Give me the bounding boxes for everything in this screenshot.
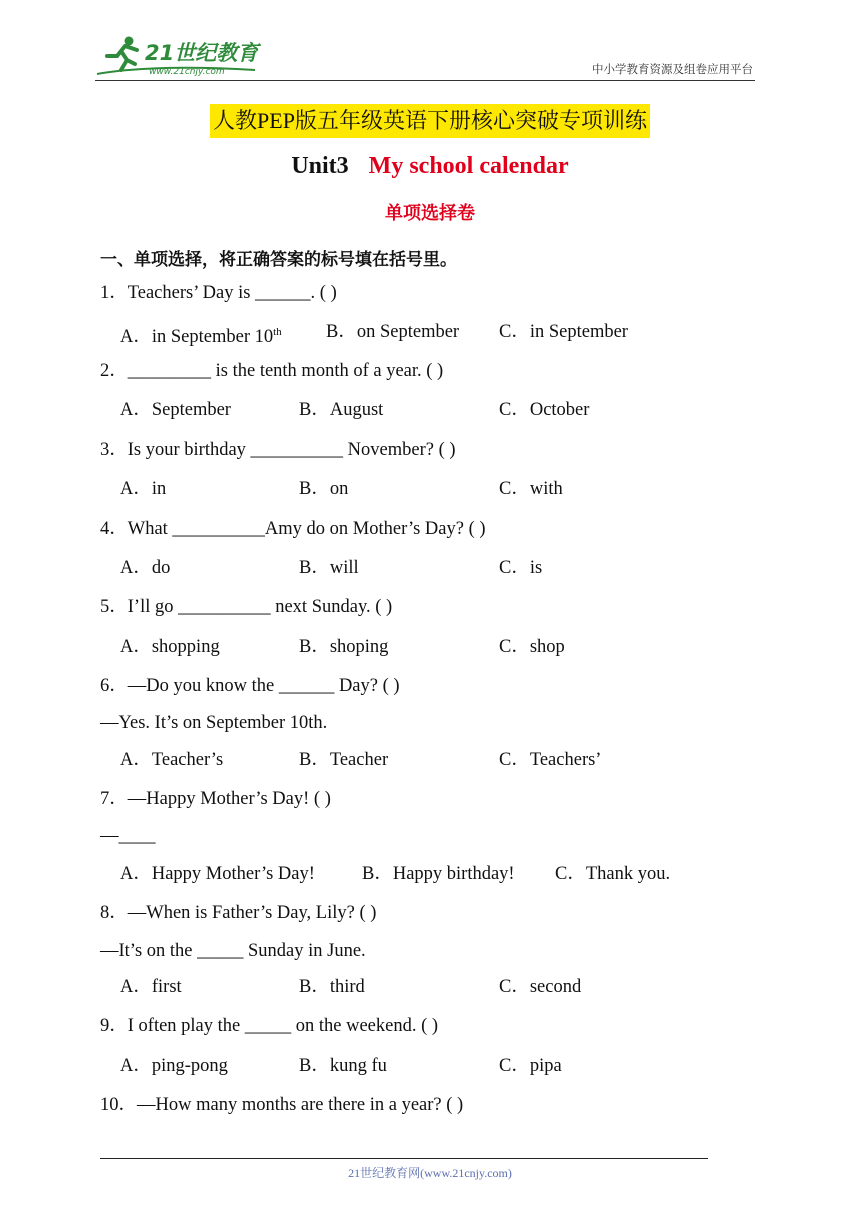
unit-name: My school calendar (368, 153, 569, 179)
question-10: 10．—How many months are there in a year? ( ) (100, 1095, 464, 1115)
option-c[interactable]: C．is (499, 558, 543, 578)
question-6: 6．—Do you know the ______ Day? ( ) (100, 676, 400, 696)
page-title: 人教PEP版五年级英语下册核心突破专项训练 (210, 104, 650, 138)
page-header (95, 34, 755, 81)
unit-heading (0, 151, 860, 181)
option-b[interactable]: B．on September (326, 322, 460, 342)
question-7-reply: —____ (100, 826, 156, 846)
svg-text:21世纪教育: 21世纪教育 (145, 41, 259, 65)
title-wrap (0, 104, 860, 138)
option-a[interactable]: A．September (120, 400, 231, 420)
option-c[interactable]: C．Teachers’ (499, 750, 602, 770)
question-3: 3．Is your birthday __________ November? ( ) (100, 440, 456, 460)
svg-text:www.21cnjy.com: www.21cnjy.com (149, 67, 225, 77)
question-6-reply: —Yes. It’s on September 10th. (100, 713, 328, 733)
option-b[interactable]: B．will (299, 558, 359, 578)
exam-subtitle: 单项选择卷 (385, 203, 475, 224)
option-b[interactable]: B．third (299, 977, 365, 997)
option-a[interactable]: A．in (120, 479, 167, 499)
option-c[interactable]: C．with (499, 479, 563, 499)
section-heading: 一、单项选择，将正确答案的标号填在括号里。 (100, 250, 457, 270)
question-8-reply: —It’s on the _____ Sunday in June. (100, 941, 366, 961)
option-a[interactable]: A．first (120, 977, 182, 997)
option-a[interactable]: A．shopping (120, 637, 220, 657)
site-logo (95, 34, 275, 78)
option-b[interactable]: B．kung fu (299, 1056, 387, 1076)
page-footer: 21世纪教育网(www.21cnjy.com) (348, 1166, 512, 1180)
option-a[interactable] (120, 320, 282, 349)
option-a[interactable]: A．do (120, 558, 171, 578)
option-c[interactable]: C．in September (499, 322, 628, 342)
option-b[interactable]: B．Teacher (299, 750, 389, 770)
question-4: 4．What __________Amy do on Mother’s Day? ( ) (100, 519, 486, 539)
option-a[interactable]: A．Teacher’s (120, 750, 224, 770)
option-a[interactable]: A．Happy Mother’s Day! (120, 864, 315, 884)
option-a-text: A．in September 10th (120, 326, 282, 348)
option-a[interactable]: A．ping-pong (120, 1056, 228, 1076)
question-9: 9．I often play the _____ on the weekend. ( ) (100, 1016, 439, 1036)
question-2: 2．_________ is the tenth month of a year. ( ) (100, 361, 444, 381)
unit-number: Unit3 (291, 153, 349, 179)
question-5: 5．I’ll go __________ next Sunday. ( ) (100, 597, 393, 617)
footer-divider (100, 1158, 708, 1159)
question-7: 7．—Happy Mother’s Day! ( ) (100, 789, 331, 809)
option-c[interactable]: C．Thank you. (555, 864, 671, 884)
option-c[interactable]: C．second (499, 977, 582, 997)
option-b[interactable]: B．August (299, 400, 384, 420)
question-1: 1．Teachers’ Day is ______. ( ) (100, 283, 337, 303)
option-b[interactable]: B．Happy birthday! (362, 864, 515, 884)
option-b[interactable]: B．shoping (299, 637, 389, 657)
question-8: 8．—When is Father’s Day, Lily? ( ) (100, 903, 377, 923)
option-c[interactable]: C．pipa (499, 1056, 562, 1076)
platform-name: 中小学教育资源及组卷应用平台 (592, 62, 753, 76)
option-b[interactable]: B．on (299, 479, 349, 499)
option-c[interactable]: C．October (499, 400, 590, 420)
option-c[interactable]: C．shop (499, 637, 565, 657)
